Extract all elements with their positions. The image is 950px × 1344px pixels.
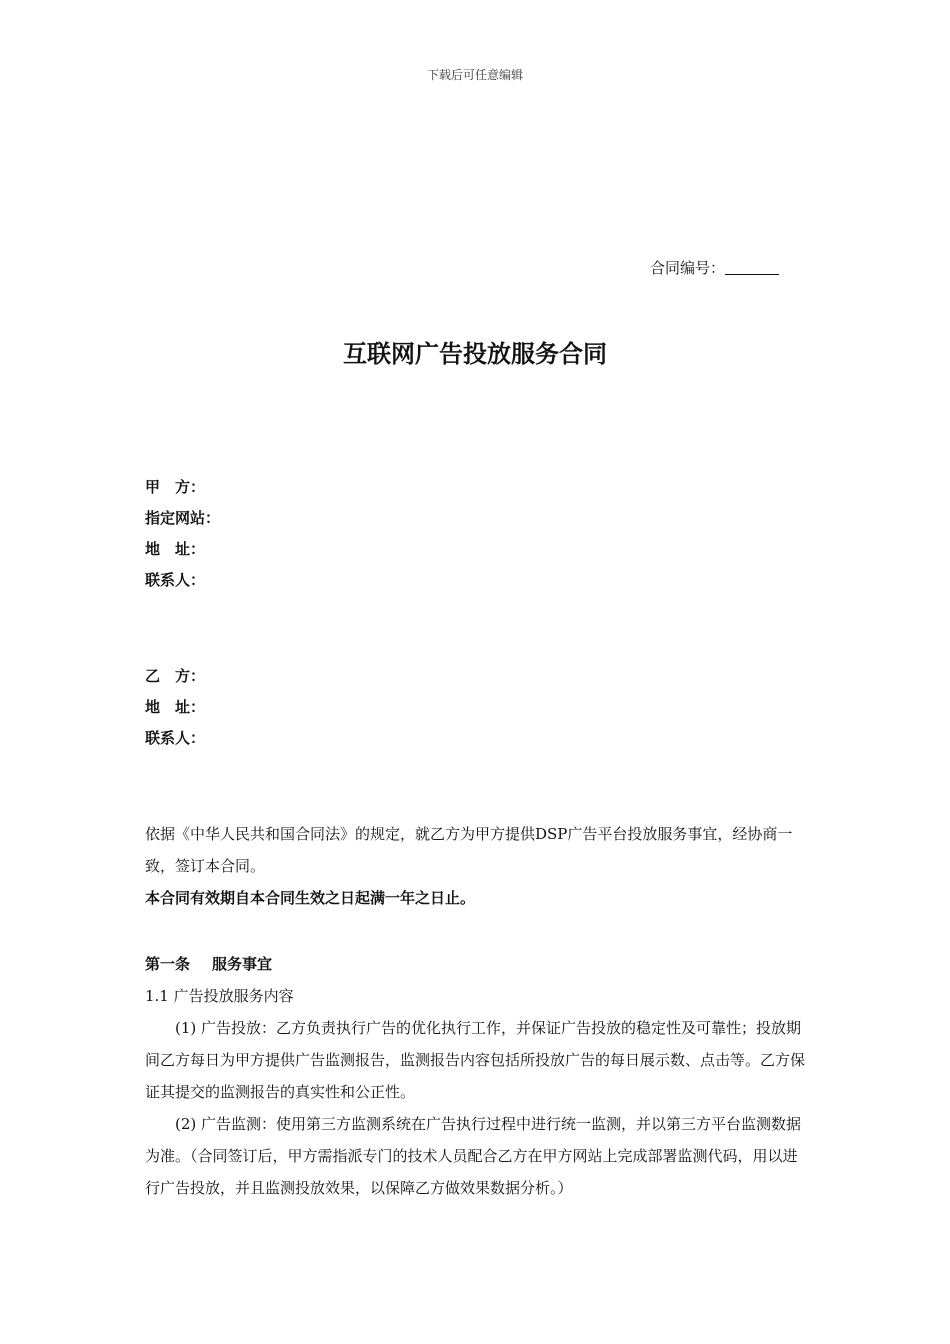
party-a-name-label: 甲 方： (145, 478, 206, 496)
party-a-contact-label: 联系人： (145, 571, 206, 589)
article-1 (145, 948, 807, 1204)
contract-number-label: 合同编号： (650, 259, 726, 277)
article-1-title: 服务事宜 (212, 955, 273, 973)
party-a-website-label: 指定网站： (145, 509, 221, 527)
party-a-block (145, 472, 220, 596)
contract-number (650, 257, 779, 278)
party-b-block (145, 661, 205, 754)
validity-statement: 本合同有效期自本合同生效之日起满一年之日止。 (145, 889, 476, 907)
contract-number-blank (725, 260, 779, 275)
section-1-1-heading: 1.1 广告投放服务内容 (145, 987, 294, 1005)
item-ad-monitoring: (2) 广告监测：使用第三方监测系统在广告执行过程中进行统一监测，并以第三方平台监测数据为准。（合同签订后，甲方需指派专门的技术人员配合乙方在甲方网站上完成部署监测代码，用以进行广告投放，并且监测投放效果，以保障乙方做效果数据分析。） (145, 1115, 802, 1197)
intro-section (145, 818, 807, 914)
party-b-contact-label: 联系人： (145, 729, 206, 747)
download-note: 下载后可任意编辑 (426, 68, 523, 82)
document-title: 互联网广告投放服务合同 (343, 339, 607, 368)
party-b-address-label: 地 址： (145, 698, 206, 716)
party-b-name-label: 乙 方： (145, 667, 206, 685)
intro-paragraph: 依据《中华人民共和国合同法》的规定，就乙方为甲方提供DSP广告平台投放服务事宜，经协商一致，签订本合同。 (145, 825, 793, 875)
party-a-address-label: 地 址： (145, 540, 206, 558)
article-1-number: 第一条 (145, 955, 191, 973)
item-ad-delivery: (1) 广告投放：乙方负责执行广告的优化执行工作，并保证广告投放的稳定性及可靠性；投放期间乙方每日为甲方提供广告监测报告，监测报告内容包括所投放广告的每日展示数、点击等。乙方保证其提交的监测报告的真实性和公正性。 (145, 1019, 806, 1101)
article-1-heading (145, 948, 807, 980)
